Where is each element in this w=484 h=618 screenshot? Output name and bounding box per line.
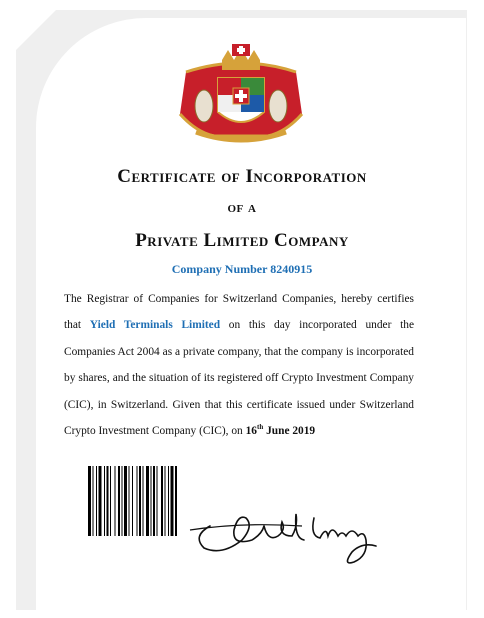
swiss-coat-of-arms-icon xyxy=(176,44,306,146)
body-text-part1: The Registrar of Companies for Switzerland Companies, hereby certifies that xyxy=(64,293,414,332)
certificate-title-line2: of a xyxy=(227,200,257,216)
issue-date-day: 16 xyxy=(245,425,257,438)
body-text-part2: on this day incorporated under the Companies Act 2004 as a private company, that the company is incorporated by shares, and the situation of its registered off Crypto Investment Company (CIC), in Switzerland. Given that this certificate issued under Switzerland Crypto Investment Company (CIC), on xyxy=(64,319,415,438)
issue-date xyxy=(246,425,316,437)
company-name: Yield Terminals Limited xyxy=(89,319,221,332)
issue-date-suffix: th xyxy=(257,423,264,432)
certificate-title-line1: Certificate of Incorporation xyxy=(117,166,367,187)
handwritten-signature-icon xyxy=(182,496,382,566)
certificate-title-line3: Private Limited Company xyxy=(135,230,349,251)
certificate-body xyxy=(64,286,414,444)
company-number: Company Number 8240915 xyxy=(171,262,313,276)
issue-date-rest: June 2019 xyxy=(263,425,316,438)
